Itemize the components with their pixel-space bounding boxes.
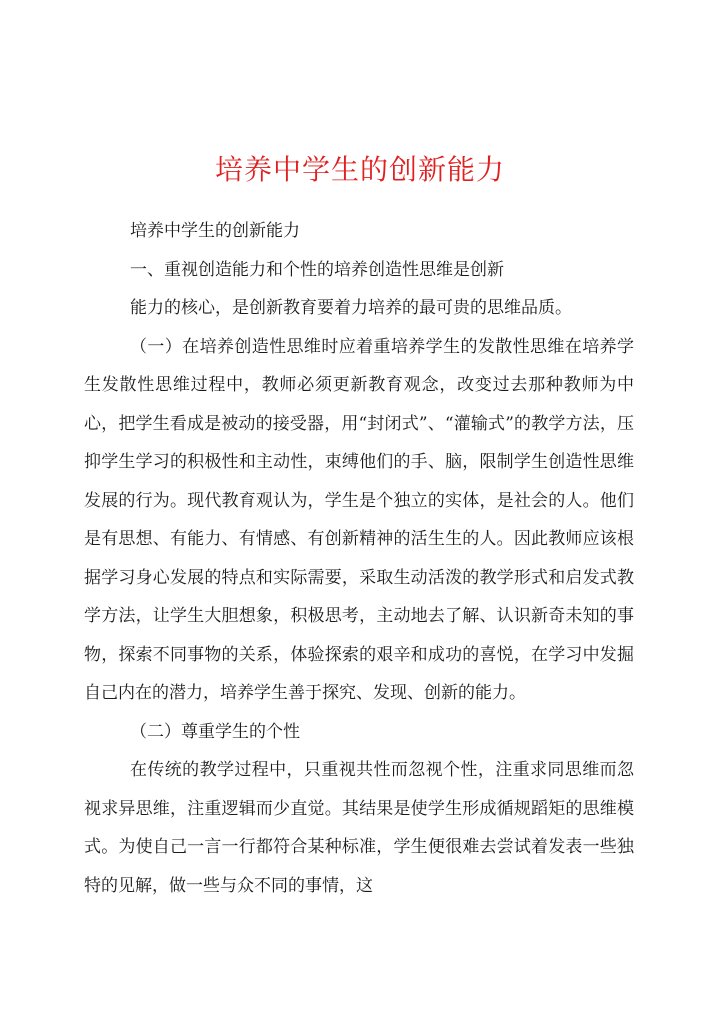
paragraph-subsection-two-body: 在传统的教学过程中，只重视共性而忽视个性，注重求同思维而忽视求异思维，注重逻辑而少直觉。其结果是使学生形成循规蹈矩的思维模式。为使自己一言一行都符合某种标准，学生便很难去尝试着发表一些独特的见解，做一些与众不同的事情，这 (84, 760, 634, 896)
paragraph-subsection-one: （一）在培养创造性思维时应着重培养学生的发散性思维在培养学生发散性思维过程中，教师必须更新教育观念，改变过去那种教师为中心，把学生看成是被动的接受器，用“封闭式”、“灌输式”的教学方法，压抑学生学习的积极性和主动性，束缚他们的手、脑，限制学生创造性思维发展的行为。现代教育观认为，学生是个独立的实体，是社会的人。他们是有思想、有能力、有情感、有创新精神的活生生的人。因此教师应该根据学习身心发展的特点和实际需要，采取生动活泼的教学形式和启发式教学方法，让学生大胆想象，积极思考，主动地去了解、认识新奇未知的事物，探索不同事物的关系，体验探索的艰辛和成功的喜悦，在学习中发掘自己内在的潜力，培养学生善于探究、发现、创新的能力。 (84, 336, 634, 703)
paragraph-section-one-continuation: 能力的核心，是创新教育要着力培养的最可贵的思维品质。 (130, 298, 572, 318)
document-title: 培养中学生的创新能力 (214, 153, 505, 186)
paragraph-subtitle: 培养中学生的创新能力 (130, 221, 300, 241)
document-body (84, 212, 634, 905)
paragraph-subsection-two-heading: （二）尊重学生的个性 (130, 721, 300, 742)
paragraph-section-one-heading: 一、重视创造能力和个性的培养创造性思维是创新 (130, 259, 504, 280)
